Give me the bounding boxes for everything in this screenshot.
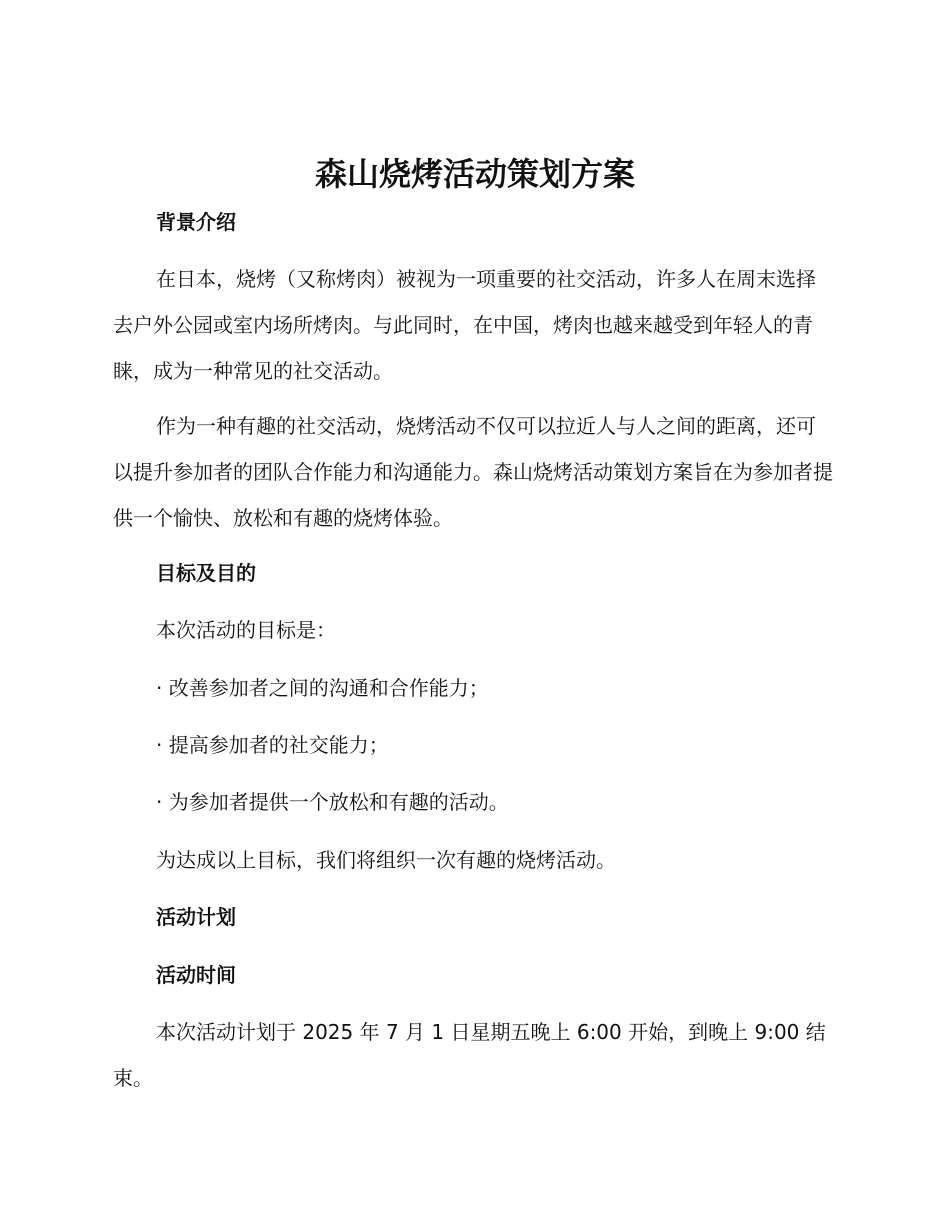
document-title: 森山烧烤活动策划方案: [314, 155, 635, 193]
paragraph-goals-intro: 本次活动的目标是：: [156, 618, 336, 642]
list-item-relax: · 为参加者提供一个放松和有趣的活动。: [156, 790, 509, 814]
paragraph-background-1: 在日本，烧烤（又称烤肉）被视为一项重要的社交活动，许多人在周末选择去户外公园或室内场所烤肉。与此同时，在中国，烤肉也越来越受到年轻人的青睐，成为一种常见的社交活动。: [113, 267, 816, 383]
section-heading-plan: 活动计划: [156, 905, 236, 929]
paragraph-background-2: 作为一种有趣的社交活动，烧烤活动不仅可以拉近人与人之间的距离，还可以提升参加者的团队合作能力和沟通能力。森山烧烤活动策划方案旨在为参加者提供一个愉快、放松和有趣的烧烤体验。: [113, 414, 833, 530]
section-heading-goals: 目标及目的: [156, 561, 256, 585]
paragraph-goals-summary: 为达成以上目标，我们将组织一次有趣的烧烤活动。: [156, 848, 616, 872]
section-heading-background: 背景介绍: [156, 210, 236, 234]
section-heading-time: 活动时间: [156, 963, 236, 987]
paragraph-time: 本次活动计划于 2025 年 7 月 1 日星期五晚上 6:00 开始，到晚上 9:00 结束。: [113, 1020, 826, 1090]
list-item-social: · 提高参加者的社交能力；: [156, 733, 389, 757]
list-item-communication: · 改善参加者之间的沟通和合作能力；: [156, 676, 489, 700]
